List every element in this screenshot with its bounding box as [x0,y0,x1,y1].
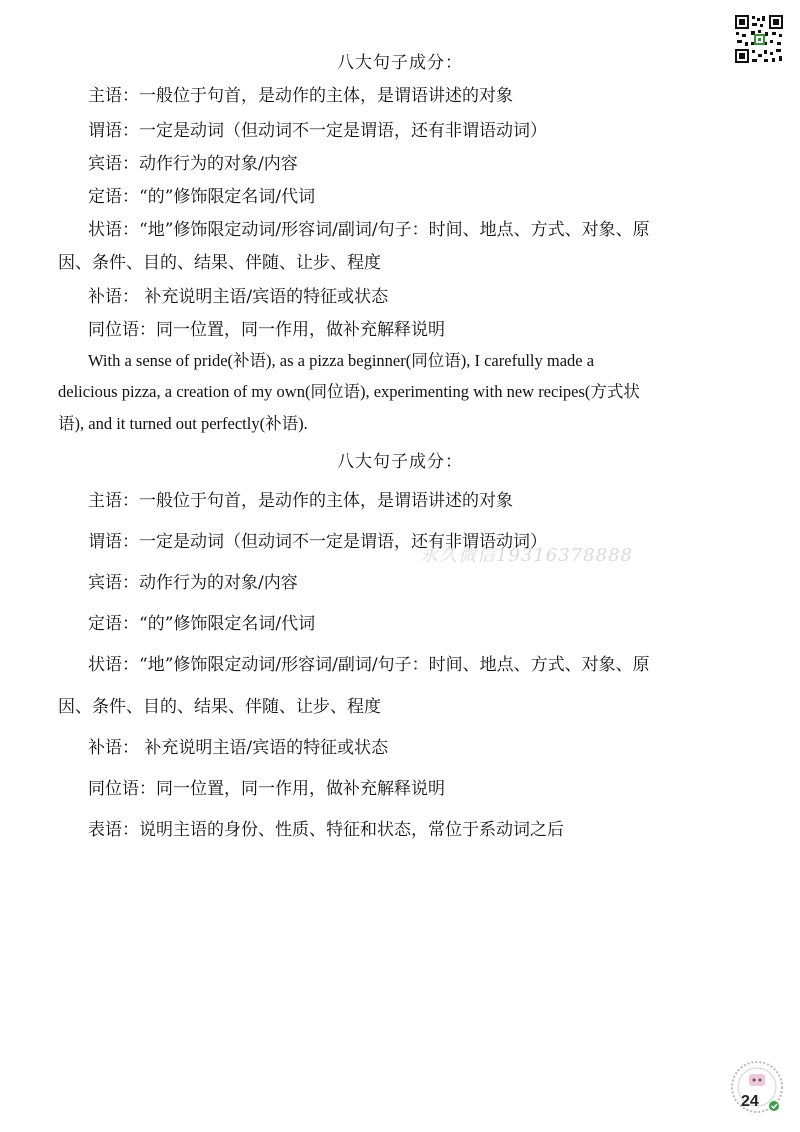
section-2-line-attributive: 定语：“的”修饰限定名词/代词 [88,614,316,634]
section-1-line-complement: 补语： 补充说明主语/宾语的特征或状态 [88,287,389,307]
section-1-line-attributive: 定语：“的”修饰限定名词/代词 [88,187,316,207]
section-1-line-object: 宾语：动作行为的对象/内容 [88,154,298,174]
example-sentence-line-2: delicious pizza, a creation of my own(同位语), experimenting with new recipes(方式状 [58,382,640,401]
section-1-line-adverbial-cont: 因、条件、目的、结果、伴随、让步、程度 [58,253,381,273]
section-2-line-subject: 主语：一般位于句首，是动作的主体，是谓语讲述的对象 [88,491,513,511]
section-2-line-predicative: 表语：说明主语的身份、性质、特征和状态，常位于系动词之后 [88,820,564,840]
watermark: 永久微信19316378888 [420,545,633,566]
section-1-line-adverbial: 状语：“地”修饰限定动词/形容词/副词/句子：时间、地点、方式、对象、原 [88,220,650,240]
section-2-line-complement: 补语： 补充说明主语/宾语的特征或状态 [88,738,389,758]
section-1-line-predicate: 谓语：一定是动词（但动词不一定是谓语，还有非谓语动词） [88,121,547,141]
section-2-line-predicate: 谓语：一定是动词（但动词不一定是谓语，还有非谓语动词） [88,532,547,552]
section-2-line-appositive: 同位语：同一位置，同一作用，做补充解释说明 [88,779,445,799]
section-2-line-adverbial-cont: 因、条件、目的、结果、伴随、让步、程度 [58,697,381,717]
section-1-line-appositive: 同位语：同一位置，同一作用，做补充解释说明 [88,320,445,340]
section-2-heading: 八大句子成分： [337,452,463,472]
example-sentence-line-3: 语), and it turned out perfectly(补语). [58,414,308,433]
section-1-heading: 八大句子成分： [337,53,463,73]
section-1-line-subject: 主语：一般位于句首，是动作的主体，是谓语讲述的对象 [88,86,513,106]
section-2-line-object: 宾语：动作行为的对象/内容 [88,573,298,593]
example-sentence-line-1: With a sense of pride(补语), as a pizza beginner(同位语), I carefully made a [88,351,595,370]
page-number: 24 [741,1093,759,1110]
section-2-line-adverbial: 状语：“地”修饰限定动词/形容词/副词/句子：时间、地点、方式、对象、原 [88,655,650,675]
